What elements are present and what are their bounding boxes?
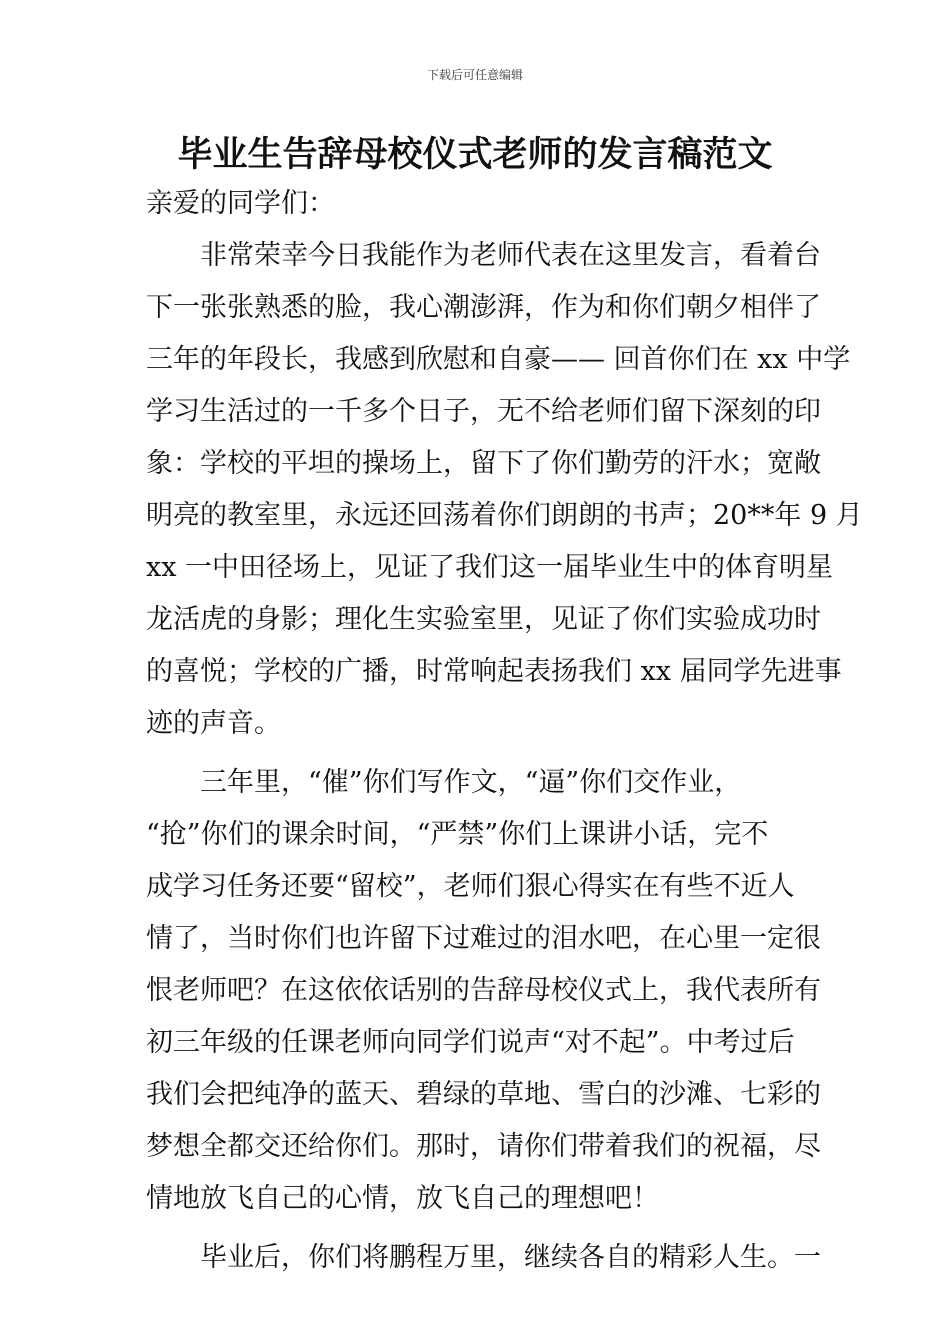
paragraph-line: 梦想全都交还给你们。那时，请你们带着我们的祝福，尽 [146,1131,821,1162]
paragraph-line: 的喜悦；学校的广播，时常响起表扬我们 xx 届同学先进事 [146,656,842,687]
paragraph-line: 明亮的教室里，永远还回荡着你们朗朗的书声；20**年 9 月 [146,500,863,531]
paragraph-line: 三年的年段长，我感到欣慰和自豪—— 回首你们在 xx 中学 [146,344,851,375]
paragraph-3 [146,1232,821,1284]
paragraph-line: 学习生活过的一千多个日子，无不给老师们留下深刻的印 [146,396,821,427]
paragraph-line: xx 一中田径场上，见证了我们这一届毕业生中的体育明星 [146,552,834,583]
paragraph-line: 三年里，“催”你们写作文，“逼”你们交作业， [146,767,742,798]
salutation: 亲爱的同学们： [146,188,335,219]
paragraph-line: 下一张张熟悉的脸，我心潮澎湃，作为和你们朝夕相伴了 [146,292,821,323]
paragraph-2 [146,757,821,1225]
paragraph-line: 情了，当时你们也许留下过难过的泪水吧，在心里一定很 [146,923,821,954]
paragraph-line: 迹的声音。 [146,708,281,739]
paragraph-line: 毕业后，你们将鹏程万里，继续各自的精彩人生。一 [146,1242,821,1273]
paragraph-line: 我们会把纯净的蓝天、碧绿的草地、雪白的沙滩、七彩的 [146,1079,821,1110]
paragraph-spacer [146,1225,808,1232]
paragraph-line: 恨老师吧？在这依依话别的告辞母校仪式上，我代表所有 [146,975,821,1006]
paragraph-line: “抢”你们的课余时间，“严禁”你们上课讲小话，完不 [146,819,769,850]
paragraph-line: 初三年级的任课老师向同学们说声“对不起”。中考过后 [146,1027,795,1058]
paragraph-1 [146,230,863,750]
paragraph-line: 成学习任务还要“留校”，老师们狠心得实在有些不近人 [146,871,795,902]
paragraph-line: 非常荣幸今日我能作为老师代表在这里发言，看着台 [146,240,821,271]
document-title: 毕业生告辞母校仪式老师的发言稿范文 [177,135,773,175]
paragraph-line: 象：学校的平坦的操场上，留下了你们勤劳的汗水；宽敞 [146,448,821,479]
header-note: 下载后可任意编辑 [426,68,523,82]
paragraph-line: 情地放飞自己的心情，放飞自己的理想吧！ [146,1183,659,1214]
document-body [146,178,863,1284]
paragraph-spacer [146,750,808,757]
paragraph-line: 龙活虎的身影；理化生实验室里，见证了你们实验成功时 [146,604,821,635]
